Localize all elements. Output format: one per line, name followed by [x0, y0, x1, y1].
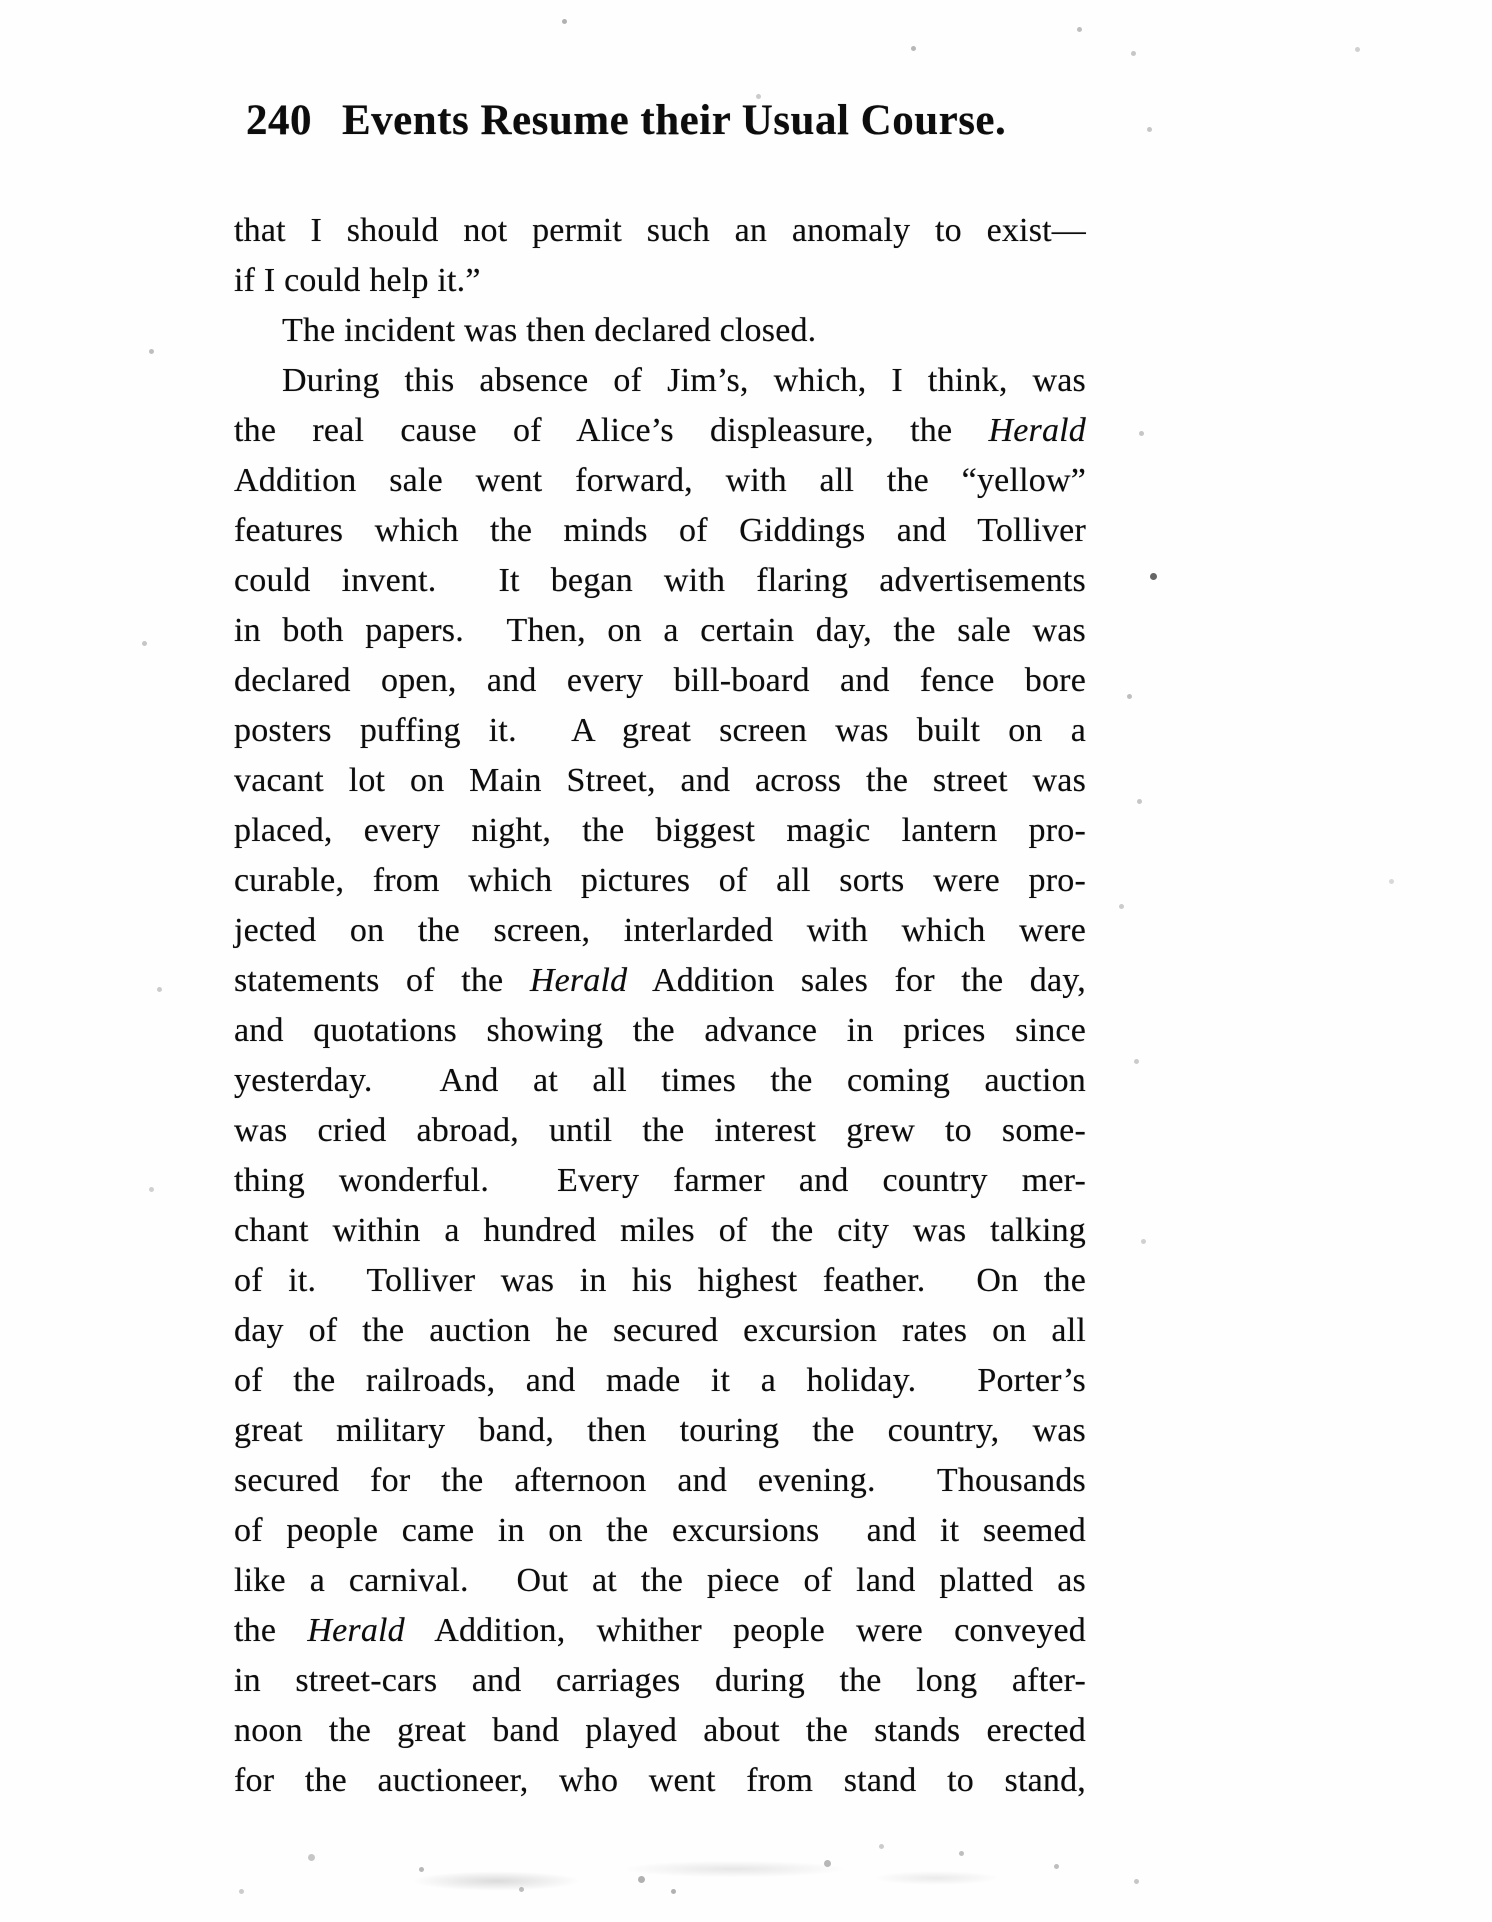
- text-line: [234, 806, 1086, 856]
- text-segment: was cried abroad, until the interest grew to some-: [234, 1112, 1086, 1149]
- text-line: [234, 406, 1086, 456]
- text-segment: great military band, then touring the country, was: [234, 1412, 1086, 1449]
- text-segment: that I should not permit such an anomaly to exist—: [234, 212, 1086, 249]
- text-line: [234, 1606, 1086, 1656]
- text-segment: jected on the screen, interlarded with which were: [234, 912, 1086, 949]
- text-segment: curable, from which pictures of all sorts were pro-: [234, 862, 1086, 899]
- text-line: [234, 1256, 1086, 1306]
- text-line: [234, 1006, 1086, 1056]
- text-segment: of it. Tolliver was in his highest feather. On the: [234, 1262, 1086, 1299]
- text-line: [234, 1106, 1086, 1156]
- text-line: [234, 856, 1086, 906]
- text-segment: Addition sales for the day,: [627, 962, 1086, 999]
- text-segment: vacant lot on Main Street, and across the street was: [234, 762, 1086, 799]
- text-segment: features which the minds of Giddings and Tolliver: [234, 512, 1086, 549]
- text-segment: in street-cars and carriages during the long after-: [234, 1662, 1086, 1699]
- text-line: [234, 656, 1086, 706]
- text-segment: the real cause of Alice’s displeasure, the: [234, 412, 989, 449]
- text-line: [234, 206, 1086, 256]
- text-segment: thing wonderful. Every farmer and country mer-: [234, 1162, 1086, 1199]
- text-segment: posters puffing it. A great screen was built on a: [234, 712, 1086, 749]
- text-line: [234, 1306, 1086, 1356]
- text-line: [234, 356, 1086, 406]
- running-title: Events Resume their Usual Course.: [342, 97, 1007, 144]
- page-header: [246, 96, 1006, 145]
- text-line: [234, 1156, 1086, 1206]
- text-segment: if I could help it.”: [234, 262, 481, 299]
- text-line: [234, 306, 1086, 356]
- text-segment: During this absence of Jim’s, which, I think, was: [282, 362, 1086, 399]
- text-segment: like a carnival. Out at the piece of land platted as: [234, 1562, 1086, 1599]
- text-line: [234, 1206, 1086, 1256]
- text-segment: could invent. It began with flaring advertisements: [234, 562, 1086, 599]
- text-line: [234, 706, 1086, 756]
- text-block: [234, 206, 1086, 1806]
- text-line: [234, 906, 1086, 956]
- text-line: [234, 1456, 1086, 1506]
- text-segment: Addition sale went forward, with all the “yellow”: [234, 462, 1086, 499]
- text-segment: declared open, and every bill-board and fence bore: [234, 662, 1086, 699]
- text-segment: yesterday. And at all times the coming auction: [234, 1062, 1086, 1099]
- text-segment: the: [234, 1612, 308, 1649]
- text-segment: placed, every night, the biggest magic lantern pro-: [234, 812, 1086, 849]
- text-segment: day of the auction he secured excursion rates on all: [234, 1312, 1086, 1349]
- text-segment: for the auctioneer, who went from stand to stand,: [234, 1762, 1086, 1799]
- text-line: [234, 556, 1086, 606]
- text-segment: secured for the afternoon and evening. Thousands: [234, 1462, 1086, 1499]
- text-line: [234, 1706, 1086, 1756]
- text-line: [234, 1756, 1086, 1806]
- text-line: [234, 1356, 1086, 1406]
- text-line: [234, 756, 1086, 806]
- text-line: [234, 256, 1086, 306]
- text-line: [234, 1406, 1086, 1456]
- scan-bottom-smudge: [250, 1845, 1130, 1905]
- text-segment: noon the great band played about the stands erected: [234, 1712, 1086, 1749]
- text-segment: The incident was then declared closed.: [282, 312, 817, 349]
- text-line: [234, 1656, 1086, 1706]
- italic-text-segment: Herald: [307, 1612, 405, 1649]
- page-number: 240: [246, 97, 312, 144]
- text-segment: statements of the: [234, 962, 530, 999]
- scan-noise-specks: [0, 0, 3, 3]
- italic-text-segment: Herald: [988, 412, 1086, 449]
- text-line: [234, 1056, 1086, 1106]
- text-segment: of people came in on the excursions and it seemed: [234, 1512, 1086, 1549]
- text-line: [234, 456, 1086, 506]
- text-segment: in both papers. Then, on a certain day, the sale was: [234, 612, 1086, 649]
- text-line: [234, 1556, 1086, 1606]
- text-line: [234, 506, 1086, 556]
- text-segment: Addition, whither people were conveyed: [404, 1612, 1086, 1649]
- text-line: [234, 956, 1086, 1006]
- text-line: [234, 1506, 1086, 1556]
- text-segment: and quotations showing the advance in prices since: [234, 1012, 1086, 1049]
- italic-text-segment: Herald: [529, 962, 628, 999]
- text-segment: of the railroads, and made it a holiday. Porter’s: [234, 1362, 1086, 1399]
- text-line: [234, 606, 1086, 656]
- text-segment: chant within a hundred miles of the city was talking: [234, 1212, 1086, 1249]
